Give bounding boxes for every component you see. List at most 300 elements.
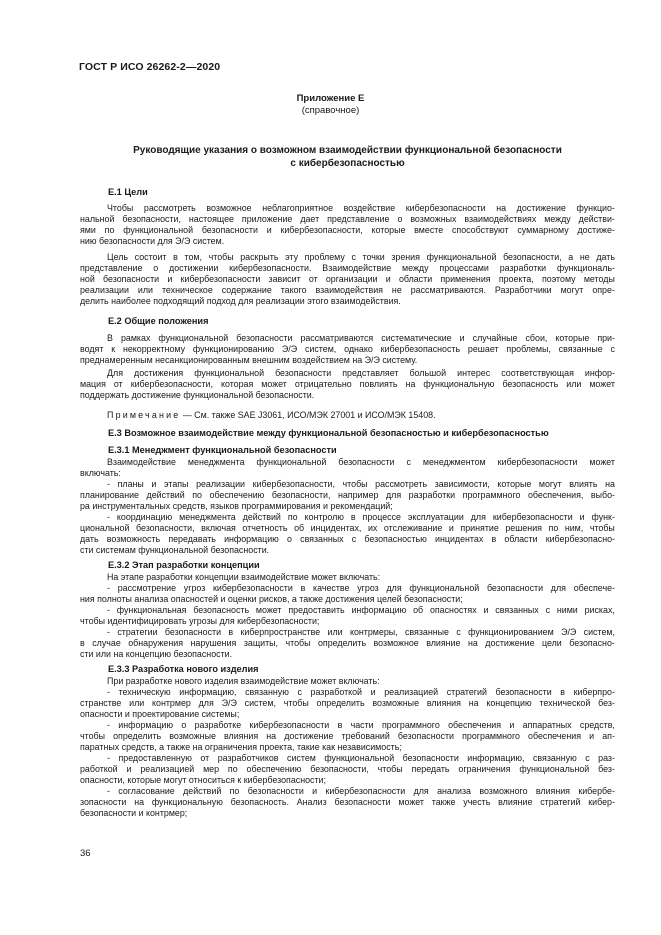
word: инцидентах, bbox=[310, 523, 362, 533]
word: в bbox=[173, 252, 178, 262]
word: зависимости, bbox=[434, 479, 490, 489]
word: функциональной bbox=[519, 764, 590, 774]
word: безопасность bbox=[193, 605, 250, 615]
section-e2-heading: Е.2 Общие положения bbox=[108, 316, 209, 326]
word: в bbox=[228, 627, 234, 637]
word: - bbox=[107, 605, 110, 615]
word: которые bbox=[371, 225, 406, 235]
word: в bbox=[350, 512, 356, 522]
word: на bbox=[266, 731, 277, 741]
paragraph-line bbox=[80, 698, 615, 709]
word: действий bbox=[242, 512, 281, 522]
paragraph-line bbox=[107, 627, 615, 638]
word: функцио- bbox=[576, 203, 615, 213]
word: безопасности bbox=[486, 583, 544, 593]
word: возможность bbox=[106, 534, 161, 544]
word: рамках bbox=[120, 333, 151, 343]
paragraph-line bbox=[80, 638, 615, 649]
word: представление bbox=[80, 263, 143, 273]
word: с bbox=[297, 687, 302, 697]
word: о bbox=[153, 263, 159, 273]
word: безопасности bbox=[201, 225, 258, 235]
word: кибербезопасности bbox=[325, 786, 406, 796]
word: менеджмента bbox=[179, 512, 236, 522]
word: не bbox=[391, 285, 402, 295]
word: которая bbox=[220, 379, 254, 389]
word: для bbox=[413, 786, 429, 796]
word: безопасности bbox=[236, 333, 293, 343]
word: функциональную bbox=[151, 797, 223, 807]
word: и bbox=[459, 333, 465, 343]
word: обеспече- bbox=[573, 583, 615, 593]
word: суммарному bbox=[517, 225, 569, 235]
word: и bbox=[167, 274, 173, 284]
word: по bbox=[227, 764, 238, 774]
word: безопасности, bbox=[122, 214, 181, 224]
word: реализации bbox=[80, 285, 129, 295]
word: ним, bbox=[564, 523, 584, 533]
word: рассматриваются. bbox=[410, 285, 486, 295]
word: рассматриваются bbox=[300, 333, 374, 343]
word: требований bbox=[341, 731, 390, 741]
word: ной bbox=[80, 274, 95, 284]
word: о bbox=[397, 214, 403, 224]
word: учесть bbox=[463, 797, 491, 807]
word: отрицательно bbox=[294, 379, 352, 389]
word: мер bbox=[203, 764, 220, 774]
word: и bbox=[509, 720, 515, 730]
word: рассмотреть bbox=[143, 203, 196, 213]
word: - bbox=[107, 583, 110, 593]
paragraph-line bbox=[107, 786, 615, 797]
word: безопасности bbox=[103, 274, 160, 284]
word: чтобы bbox=[589, 523, 615, 533]
word: согласование bbox=[118, 786, 175, 796]
word: может bbox=[398, 797, 424, 807]
word: стратегий bbox=[540, 797, 581, 807]
word: кибербезопасности, bbox=[130, 379, 213, 389]
word: Цель bbox=[107, 252, 129, 262]
word: раз- bbox=[598, 753, 615, 763]
word: обеспечению bbox=[246, 764, 302, 774]
word: обеспечения bbox=[528, 731, 582, 741]
word: обеспечения, bbox=[527, 490, 584, 500]
word: разработки bbox=[499, 263, 547, 273]
word: передавать bbox=[168, 534, 216, 544]
paragraph-line: нию безопасности для Э/Э систем. bbox=[80, 236, 225, 246]
word: безопасности bbox=[397, 731, 455, 741]
word: информацию bbox=[351, 605, 407, 615]
word: достижение bbox=[485, 638, 535, 648]
paragraph-line: опасности и проектирование системы; bbox=[80, 709, 240, 719]
standard-id: ГОСТ Р ИСО 26262-2—2020 bbox=[79, 61, 221, 73]
word: безопасность bbox=[502, 379, 559, 389]
word: об bbox=[413, 605, 424, 615]
word: том, bbox=[184, 252, 202, 262]
word: киберпро- bbox=[573, 687, 615, 697]
word: возможные bbox=[372, 698, 420, 708]
word: водят bbox=[80, 344, 104, 354]
word: для bbox=[198, 698, 214, 708]
word: предоставленную bbox=[118, 753, 192, 763]
word: в bbox=[80, 638, 85, 648]
annex-subtitle: (справочное) bbox=[301, 105, 360, 116]
paragraph-line: сти или на концепцию безопасности. bbox=[80, 649, 233, 659]
word: этапы bbox=[164, 479, 189, 489]
word: безопасно- bbox=[569, 638, 615, 648]
word: интерес bbox=[457, 368, 491, 378]
paragraph-line bbox=[107, 479, 615, 490]
paragraph-line bbox=[107, 368, 615, 379]
word: может bbox=[589, 457, 615, 467]
word: безопасности, bbox=[310, 764, 369, 774]
paragraph-line bbox=[107, 457, 615, 468]
word: кибербезопасности bbox=[405, 203, 486, 213]
word: функциональной bbox=[158, 333, 229, 343]
word: или bbox=[129, 698, 145, 708]
word: и bbox=[266, 225, 272, 235]
word: применения bbox=[440, 274, 491, 284]
word: защиты, bbox=[243, 638, 279, 648]
paragraph-line bbox=[80, 225, 615, 236]
word: Э/Э bbox=[221, 698, 237, 708]
word: зависит bbox=[268, 274, 301, 284]
word: в bbox=[560, 687, 565, 697]
word: может bbox=[255, 605, 282, 615]
word: не bbox=[579, 252, 590, 262]
paragraph-line bbox=[80, 490, 615, 501]
paragraph-line bbox=[107, 753, 615, 764]
main-title-line-2: с кибербезопасностью bbox=[290, 158, 405, 169]
word: информацию bbox=[118, 720, 174, 730]
paragraph-line bbox=[80, 764, 615, 775]
word: - bbox=[107, 753, 110, 763]
section-e32-heading: Е.3.2 Этап разработки концепции bbox=[108, 560, 260, 570]
word: неблагоприятное bbox=[262, 203, 334, 213]
word: дать bbox=[596, 252, 615, 262]
word: от bbox=[200, 753, 210, 763]
word: безопасности, bbox=[135, 523, 195, 533]
word: для bbox=[470, 512, 486, 522]
word: с bbox=[545, 605, 551, 615]
word: большой bbox=[409, 368, 447, 378]
word: достижение bbox=[516, 203, 566, 213]
word: чтобы bbox=[377, 764, 403, 774]
page-number: 36 bbox=[80, 848, 91, 859]
paragraph-line bbox=[107, 252, 615, 263]
word: решения bbox=[505, 523, 542, 533]
paragraph-line: безопасности и контрмер; bbox=[80, 808, 188, 818]
word: безопасности bbox=[334, 797, 391, 807]
word: чтобы bbox=[208, 252, 234, 262]
note-label: Примечание bbox=[107, 410, 181, 420]
paragraph-line: На этапе разработки концепции взаимодействие может включать: bbox=[107, 572, 381, 582]
word: функциональной bbox=[256, 457, 327, 467]
word: - bbox=[107, 720, 110, 730]
paragraph-line: опасности, которые могут относиться к кибербезопасности; bbox=[80, 775, 326, 785]
word: приложение bbox=[241, 214, 293, 224]
paragraph-line bbox=[80, 379, 615, 390]
word: циональной bbox=[80, 523, 130, 533]
word: поэтому bbox=[541, 274, 576, 284]
word: или bbox=[137, 285, 153, 295]
word: области bbox=[504, 534, 538, 544]
word: связанных bbox=[495, 605, 539, 615]
word: представляет bbox=[342, 368, 399, 378]
word: зопасности bbox=[80, 797, 127, 807]
word: функциональной bbox=[324, 753, 395, 763]
word: процессами bbox=[439, 263, 489, 273]
word: достижения bbox=[134, 368, 184, 378]
word: эксплуатации bbox=[407, 512, 464, 522]
word: обнаружения bbox=[128, 638, 184, 648]
word: выбо- bbox=[590, 490, 615, 500]
word: информацию, bbox=[179, 687, 237, 697]
word: информацию bbox=[224, 534, 279, 544]
main-title-line-1: Руководящие указания о возможном взаимодействии функциональной безопасности bbox=[133, 145, 562, 156]
word: взаимодействия bbox=[315, 285, 383, 295]
word: Взаимодействие bbox=[322, 263, 392, 273]
word: организации bbox=[325, 274, 378, 284]
word: менеджмента bbox=[187, 457, 245, 467]
word: по bbox=[548, 523, 559, 533]
word: влиять bbox=[569, 479, 598, 489]
word: включая bbox=[201, 523, 236, 533]
word: систем bbox=[287, 753, 316, 763]
word: и bbox=[483, 605, 489, 615]
word: безопасности bbox=[247, 786, 304, 796]
word: кибербезопасности bbox=[180, 274, 261, 284]
word: безопасности bbox=[402, 753, 459, 763]
word: систем, bbox=[244, 698, 276, 708]
word: эту bbox=[285, 252, 299, 262]
word: Э/Э bbox=[281, 344, 298, 354]
word: планирование bbox=[80, 490, 139, 500]
word: функциональной bbox=[409, 583, 480, 593]
paragraph-line: паратных средств, а также на ограничения проекта, такие как независимость; bbox=[80, 742, 402, 752]
paragraph-line bbox=[80, 263, 615, 274]
word: для bbox=[386, 583, 402, 593]
word: влияние bbox=[498, 797, 533, 807]
word: программного bbox=[462, 731, 520, 741]
word: аппаратных bbox=[522, 720, 572, 730]
word: некорректному bbox=[122, 344, 186, 354]
word: Разработчики bbox=[494, 285, 552, 295]
word: нарушения bbox=[190, 638, 237, 648]
word: безопасности, bbox=[271, 490, 331, 500]
word: влияние bbox=[426, 638, 461, 648]
word: решает bbox=[467, 344, 499, 354]
word: ап- bbox=[602, 731, 615, 741]
word: функ- bbox=[591, 512, 615, 522]
word: которые bbox=[497, 479, 532, 489]
word: кибербезопасности, bbox=[280, 225, 363, 235]
word: безопасности bbox=[164, 627, 222, 637]
word: реализацией bbox=[384, 687, 439, 697]
word: кибербезопасно- bbox=[545, 534, 615, 544]
word: на bbox=[605, 479, 615, 489]
paragraph-line: При разработке нового изделия взаимодействие может включать: bbox=[107, 676, 380, 686]
word: определить bbox=[318, 638, 367, 648]
word: связанных bbox=[300, 534, 344, 544]
word: функциональной bbox=[426, 252, 497, 262]
word: и bbox=[126, 764, 132, 774]
paragraph-line bbox=[80, 797, 615, 808]
word: программного bbox=[462, 490, 521, 500]
word: проекта, bbox=[498, 274, 534, 284]
word: и bbox=[312, 786, 318, 796]
word: содержание bbox=[221, 285, 272, 295]
word: на bbox=[467, 638, 478, 648]
word: или bbox=[327, 627, 343, 637]
paragraph-line: сти системам функциональной безопасности. bbox=[80, 545, 270, 555]
word: области bbox=[398, 274, 433, 284]
word: угроз bbox=[183, 583, 206, 593]
paragraph-line: преднамеренным несанкционированным внешним воздействием на Э/Э систему. bbox=[80, 355, 418, 365]
word: работкой bbox=[80, 764, 118, 774]
word: чтобы bbox=[283, 698, 309, 708]
word: например bbox=[337, 490, 379, 500]
word: Анализ bbox=[296, 797, 327, 807]
word: могут bbox=[560, 285, 584, 295]
word: связанные bbox=[404, 627, 449, 637]
word: процессе bbox=[362, 512, 401, 522]
word: странстве bbox=[80, 698, 122, 708]
paragraph-line bbox=[80, 285, 615, 296]
word: функциональной bbox=[194, 368, 265, 378]
word: функционированием bbox=[468, 627, 554, 637]
word: систем, bbox=[304, 344, 337, 354]
word: контрмер bbox=[152, 698, 191, 708]
word: кибербезопасности bbox=[497, 457, 578, 467]
word: безопасность. bbox=[230, 797, 289, 807]
word: или bbox=[566, 379, 582, 389]
word: кибер- bbox=[588, 797, 615, 807]
word: рисках, bbox=[584, 605, 615, 615]
section-e3-heading: Е.3 Возможное взаимодействие между функциональной безопасностью и кибербезопасностью bbox=[108, 428, 549, 438]
word: мация bbox=[80, 379, 106, 389]
word: об bbox=[294, 523, 305, 533]
paragraph-line bbox=[107, 605, 615, 616]
word: по bbox=[287, 512, 298, 522]
word: - bbox=[107, 786, 110, 796]
paragraph-line bbox=[107, 720, 615, 731]
word: в bbox=[491, 534, 497, 544]
word: чтобы bbox=[285, 638, 311, 648]
word: способствуют bbox=[451, 225, 509, 235]
word: состоит bbox=[134, 252, 167, 262]
word: с bbox=[406, 457, 411, 467]
word: функциональной bbox=[123, 225, 194, 235]
word: безопасности, bbox=[503, 252, 562, 262]
word: с bbox=[351, 534, 357, 544]
word: влияния bbox=[224, 731, 259, 741]
paragraph-line bbox=[80, 534, 615, 545]
word: систем, bbox=[583, 627, 615, 637]
word: кибербе- bbox=[578, 786, 615, 796]
word: повлиять bbox=[359, 379, 398, 389]
word: методы bbox=[583, 274, 615, 284]
note-line bbox=[107, 410, 436, 421]
word: разработкой bbox=[310, 687, 363, 697]
word: разработчиков bbox=[217, 753, 279, 763]
word: кибербезопасности bbox=[213, 583, 293, 593]
word: между bbox=[544, 214, 571, 224]
word: определить bbox=[113, 731, 162, 741]
word: Чтобы bbox=[107, 203, 134, 213]
paragraph-line bbox=[107, 687, 615, 698]
word: определить bbox=[316, 698, 365, 708]
word: на bbox=[496, 203, 507, 213]
word: ними bbox=[556, 605, 578, 615]
word: и bbox=[589, 731, 595, 741]
word: достиже- bbox=[577, 225, 615, 235]
word: и bbox=[385, 274, 391, 284]
word: соответствующая bbox=[501, 368, 574, 378]
word: на bbox=[405, 379, 416, 389]
word: качестве bbox=[313, 583, 350, 593]
word: разработки bbox=[408, 490, 456, 500]
word: обеспечению bbox=[209, 490, 265, 500]
word: по bbox=[192, 490, 202, 500]
word: планы bbox=[117, 479, 144, 489]
word: стратегии bbox=[117, 627, 158, 637]
word: случайные bbox=[472, 333, 518, 343]
word: средств, bbox=[579, 720, 615, 730]
word: менеджментом bbox=[422, 457, 486, 467]
word: функционированию bbox=[192, 344, 275, 354]
word: цели bbox=[542, 638, 562, 648]
word: безопасностью bbox=[364, 534, 427, 544]
word: достижение bbox=[284, 731, 334, 741]
paragraph-line bbox=[80, 274, 615, 285]
word: инцидентах bbox=[435, 534, 484, 544]
word: ограничения bbox=[458, 764, 511, 774]
word: опасностях bbox=[429, 605, 477, 615]
word: случае bbox=[92, 638, 121, 648]
word: проблему bbox=[304, 252, 345, 262]
word: чтобы bbox=[80, 731, 105, 741]
paragraph-line bbox=[80, 731, 615, 742]
paragraph-line bbox=[80, 344, 615, 355]
paragraph-line bbox=[80, 214, 615, 225]
section-e1-heading: Е.1 Цели bbox=[108, 187, 148, 197]
word: в bbox=[300, 583, 306, 593]
word: дает bbox=[300, 214, 320, 224]
word: однако bbox=[344, 344, 373, 354]
word: техническое bbox=[161, 285, 213, 295]
word: их bbox=[367, 523, 378, 533]
word: может bbox=[261, 379, 287, 389]
paragraph-line bbox=[80, 523, 615, 534]
word: с bbox=[456, 627, 461, 637]
word: такого bbox=[280, 285, 307, 295]
word: возможное bbox=[373, 638, 419, 648]
word: кибербезопасность bbox=[380, 344, 461, 354]
word: возможное bbox=[206, 203, 252, 213]
word: воздействие bbox=[343, 203, 396, 213]
word: функциональ- bbox=[557, 263, 615, 273]
word: при- bbox=[597, 333, 615, 343]
word: информацию, bbox=[467, 753, 525, 763]
word: по bbox=[104, 225, 115, 235]
paragraph-line: поддержать достижение функциональной безопасности. bbox=[80, 390, 315, 400]
word: достижении bbox=[169, 263, 219, 273]
word: а bbox=[568, 252, 574, 262]
word: точки bbox=[362, 252, 385, 262]
word: контролю bbox=[304, 512, 344, 522]
word: к bbox=[111, 344, 116, 354]
